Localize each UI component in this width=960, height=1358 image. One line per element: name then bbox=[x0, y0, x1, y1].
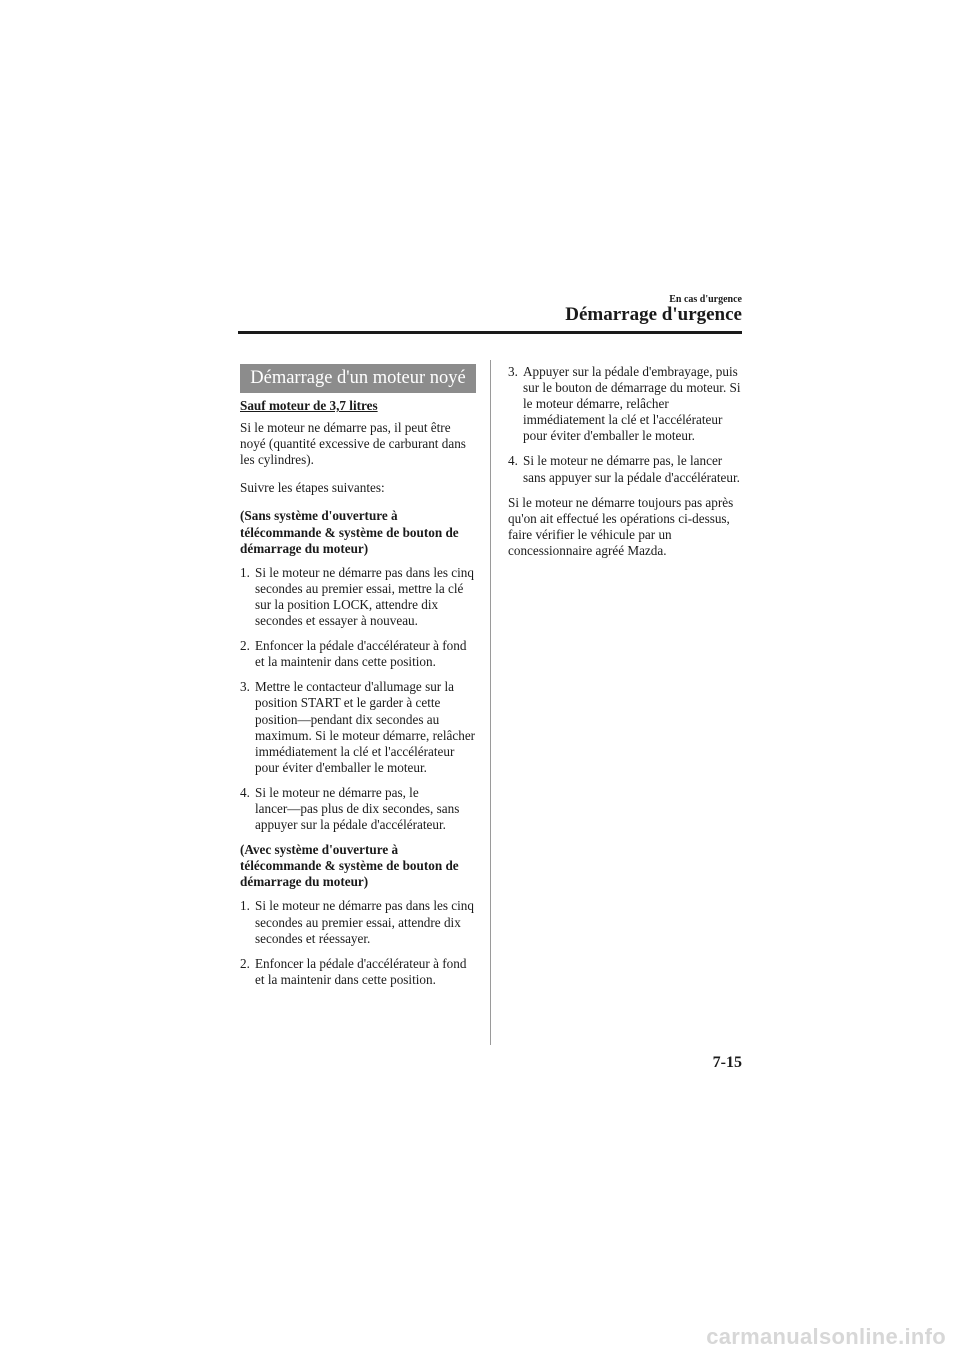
list-item bbox=[240, 956, 476, 988]
column-divider bbox=[490, 360, 491, 1045]
step-text: Si le moteur ne démarre pas dans les cinq secondes au premier essai, mettre la clé sur la position LOCK, attendre dix secondes et essayer à nouveau. bbox=[255, 564, 474, 629]
step-number: 2. bbox=[240, 955, 250, 971]
list-item bbox=[240, 679, 476, 776]
step-text: Si le moteur ne démarre pas, le lancer sans appuyer sur la pédale d'accélérateur. bbox=[523, 453, 740, 485]
page-number: 7-15 bbox=[712, 1054, 742, 1071]
list-item bbox=[508, 453, 744, 485]
section-title: Démarrage d'un moteur noyé bbox=[240, 364, 476, 393]
chapter-label: En cas d'urgence bbox=[669, 294, 742, 305]
step-text: Si le moteur ne démarre pas dans les cinq secondes au premier essai, attendre dix secondes et réessayer. bbox=[255, 898, 474, 946]
step-text: Appuyer sur la pédale d'embrayage, puis sur le bouton de démarrage du moteur. Si le moteur démarre, relâcher immédiatement la clé et l'accélérateur pour éviter d'emballer le moteur. bbox=[523, 364, 741, 444]
follow-steps-paragraph: Suivre les étapes suivantes: bbox=[240, 480, 385, 496]
list-item bbox=[240, 898, 476, 946]
intro-paragraph: Si le moteur ne démarre pas, il peut être noyé (quantité excessive de carburant dans les cylindres). bbox=[240, 420, 466, 468]
step-text: Enfoncer la pédale d'accélérateur à fond et la maintenir dans cette position. bbox=[255, 955, 467, 987]
step-number: 4. bbox=[508, 453, 518, 469]
group-with-heading: (Avec système d'ouverture à télécommande & système de bouton de démarrage du moteur) bbox=[240, 842, 459, 890]
watermark: carmanualsonline.info bbox=[706, 1324, 946, 1349]
header-rule bbox=[238, 331, 742, 334]
closing-paragraph: Si le moteur ne démarre toujours pas après qu'on ait effectué les opérations ci-dessus, faire vérifier le véhicule par un concessionnaire agréé Mazda. bbox=[508, 494, 734, 558]
step-number: 1. bbox=[240, 898, 250, 914]
list-item bbox=[508, 364, 744, 444]
step-text: Si le moteur ne démarre pas, le lancer―pas plus de dix secondes, sans appuyer sur la pédale d'accélérateur. bbox=[255, 784, 460, 833]
list-item bbox=[240, 565, 476, 629]
page-header-title: Démarrage d'urgence bbox=[565, 304, 742, 325]
step-number: 4. bbox=[240, 784, 250, 800]
list-item bbox=[240, 785, 476, 833]
group-without-heading: (Sans système d'ouverture à télécommande & système de bouton de démarrage du moteur) bbox=[240, 508, 459, 556]
step-text: Enfoncer la pédale d'accélérateur à fond et la maintenir dans cette position. bbox=[255, 638, 467, 670]
right-column bbox=[508, 364, 744, 571]
step-number: 1. bbox=[240, 564, 250, 580]
step-number: 2. bbox=[240, 638, 250, 654]
list-item bbox=[240, 638, 476, 670]
step-text: Mettre le contacteur d'allumage sur la position START et le garder à cette position―pendant dix secondes au maximum. Si le moteur démarre, relâcher immédiatement la clé et l'accélérateur pour éviter d'emballer le moteur. bbox=[255, 679, 476, 775]
step-number: 3. bbox=[240, 679, 250, 695]
step-number: 3. bbox=[508, 364, 518, 379]
left-column bbox=[240, 364, 476, 997]
section-subheading: Sauf moteur de 3,7 litres bbox=[240, 398, 378, 413]
